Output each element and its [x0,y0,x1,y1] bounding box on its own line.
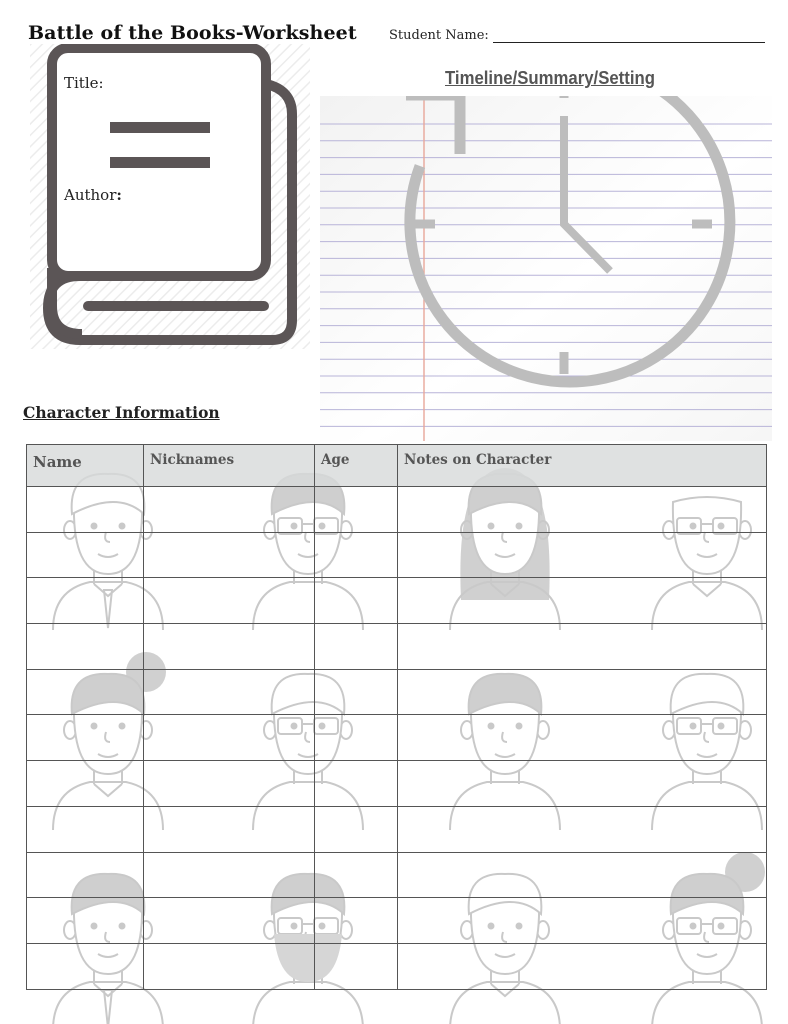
table-row [27,487,767,533]
cell-name[interactable] [27,532,144,578]
cell-nicknames[interactable] [144,715,315,761]
cell-name[interactable] [27,898,144,944]
cell-age[interactable] [315,761,398,807]
table-row [27,898,767,944]
cell-age[interactable] [315,624,398,670]
cell-name[interactable] [27,578,144,624]
cell-nicknames[interactable] [144,532,315,578]
table-row [27,761,767,807]
book-author-colon: : [116,186,122,204]
cell-name[interactable] [27,943,144,989]
book-author-text: Author [64,186,117,204]
book-title-label: Title: [64,74,104,92]
cell-name[interactable] [27,852,144,898]
cell-name[interactable] [27,715,144,761]
cell-age[interactable] [315,806,398,852]
student-name-line[interactable] [493,29,765,43]
cell-name[interactable] [27,669,144,715]
table-row [27,806,767,852]
table-row [27,669,767,715]
notepaper-background [320,96,772,441]
table-row [27,715,767,761]
cell-name[interactable] [27,761,144,807]
table-row [27,578,767,624]
cell-nicknames[interactable] [144,761,315,807]
cell-notes[interactable] [398,898,767,944]
cell-age[interactable] [315,532,398,578]
table-row [27,852,767,898]
student-name-label: Student Name: [389,28,489,43]
cell-nicknames[interactable] [144,578,315,624]
cell-notes[interactable] [398,943,767,989]
cell-notes[interactable] [398,624,767,670]
cell-notes[interactable] [398,852,767,898]
table-row [27,624,767,670]
cell-age[interactable] [315,898,398,944]
cell-notes[interactable] [398,715,767,761]
cell-name[interactable] [27,624,144,670]
cell-nicknames[interactable] [144,852,315,898]
cell-age[interactable] [315,715,398,761]
cell-notes[interactable] [398,806,767,852]
character-section-heading: Character Information [23,403,220,422]
column-header-notes: Notes on Character [398,445,767,487]
worksheet-title: Battle of the Books-Worksheet [28,22,357,44]
cell-name[interactable] [27,806,144,852]
character-table [26,444,767,990]
cell-age[interactable] [315,578,398,624]
cell-nicknames[interactable] [144,943,315,989]
cell-nicknames[interactable] [144,669,315,715]
cell-name[interactable] [27,487,144,533]
cell-nicknames[interactable] [144,624,315,670]
cell-age[interactable] [315,669,398,715]
table-row [27,532,767,578]
book-author-label [64,186,122,204]
table-row [27,943,767,989]
student-name-field[interactable] [389,28,765,43]
cell-notes[interactable] [398,487,767,533]
timeline-heading: Timeline/Summary/Setting [445,68,655,88]
cell-notes[interactable] [398,669,767,715]
column-header-age: Age [315,445,398,487]
cell-notes[interactable] [398,578,767,624]
cell-age[interactable] [315,487,398,533]
cell-nicknames[interactable] [144,898,315,944]
cell-nicknames[interactable] [144,806,315,852]
character-table-header [27,445,767,487]
cell-age[interactable] [315,852,398,898]
cell-notes[interactable] [398,532,767,578]
cell-age[interactable] [315,943,398,989]
cell-notes[interactable] [398,761,767,807]
column-header-name: Name [27,445,144,487]
column-header-nicknames: Nicknames [144,445,315,487]
cell-nicknames[interactable] [144,487,315,533]
